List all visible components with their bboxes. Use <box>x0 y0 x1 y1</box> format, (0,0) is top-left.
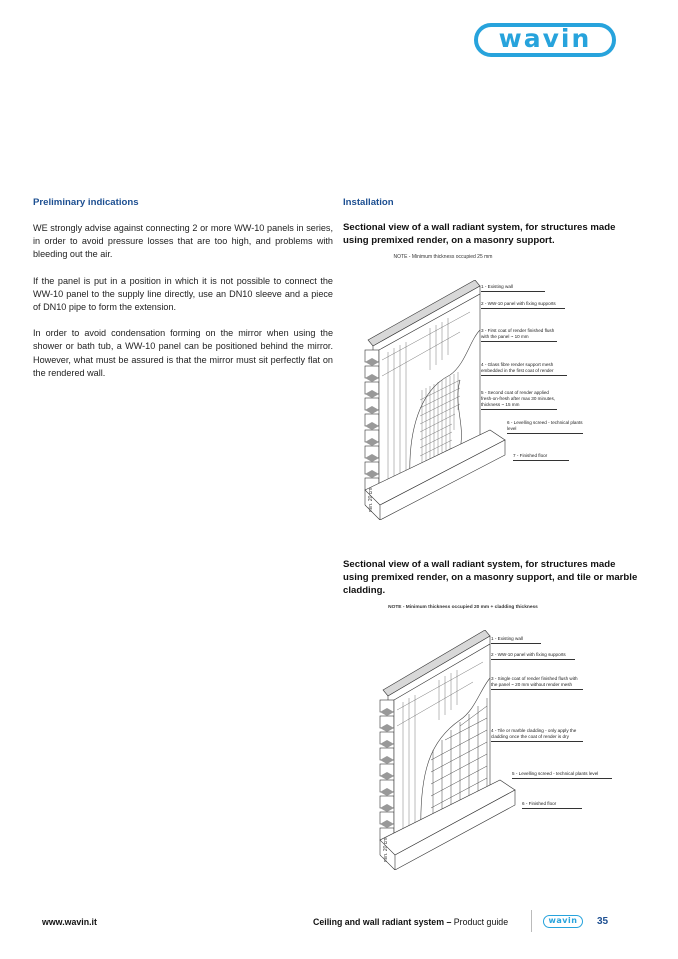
figure1-callout-4: 4 - Glass fibre render support mesh embedded in the first coat of render <box>481 362 567 376</box>
figure2-title: Sectional view of a wall radiant system, for structures made using premixed render, on a masonry support, and tile or marble cladding. <box>343 559 638 597</box>
figure1-callout-7: 7 - Finished floor <box>513 453 569 461</box>
page-number: 35 <box>597 916 609 927</box>
figure1-callout-3: 3 - First coat of render finished flush with the panel ~ 10 mm <box>481 328 557 342</box>
figure2-header <box>343 558 643 610</box>
right-column <box>343 197 643 260</box>
logo-text: wavin <box>498 24 592 53</box>
figure1-title: Sectional view of a wall radiant system, for structures made using premixed render, on a masonry support. <box>343 222 616 247</box>
figure2-callout-5: 5 - Levelling screed - technical plants level <box>512 771 612 779</box>
footer-logo-text: wavin <box>548 916 578 925</box>
figure2-callout-3: 3 - Single coat of render finished flush with the panel ~ 20 mm without render mesh <box>491 676 583 690</box>
figure1-note: NOTE - Minimum thickness occupied 25 mm <box>393 254 493 261</box>
footer-divider <box>531 910 532 932</box>
wavin-logo <box>474 23 616 57</box>
footer-guide-regular: Product guide <box>453 917 509 927</box>
footer-guide-dash: – <box>444 917 454 927</box>
figure2-callout-1: 1 - Existing wall <box>491 636 541 644</box>
figure1-callout-1: 1 - Existing wall <box>481 284 545 292</box>
footer-guide-title <box>313 917 508 927</box>
figure2-dimension-label: min. 20 cm <box>383 837 389 862</box>
figure1-dimension-label: min. 20 cm <box>368 487 374 512</box>
figure1-callout-5: 5 - Second coat of render applied fresh-on-fresh after max 30 minutes, thickness ~ 15 mm <box>481 390 557 410</box>
footer-wavin-logo <box>543 915 583 928</box>
figure2-callout-2: 2 - WW-10 panel with fixing supports <box>491 652 575 660</box>
paragraph: WE strongly advise against connecting 2 or more WW-10 panels in series, in order to avoid pressure losses that are too high, and problems with bleeding out the air. <box>33 223 333 260</box>
figure2-callout-4: 4 - Tile or marble cladding - only apply the cladding once the coat of render is dry <box>491 728 583 742</box>
paragraph: If the panel is put in a position in which it is not possible to connect the WW-10 panel to the supply line directly, use an DN10 sleeve and a piece of DN10 pipe to form the extension. <box>33 275 333 313</box>
figure2-note: NOTE - Minimum thickness occupied 20 mm + cladding thickness <box>388 604 538 610</box>
figure1-callout-6: 6 - Levelling screed - technical plants level <box>507 420 583 434</box>
section-heading-installation: Installation <box>343 197 394 208</box>
left-column <box>33 197 333 393</box>
figure1-callout-2: 2 - WW-10 panel with fixing supports <box>481 301 565 309</box>
figure2-wall-diagram <box>375 630 525 870</box>
figure2-callout-6: 6 - Finished floor <box>522 801 582 809</box>
paragraph: In order to avoid condensation forming on the mirror when using the shower or bath tub, a WW-10 panel can be positioned behind the mirror. However, what must be assured is that the mirror must sit perfectly flat on the rendered wall. <box>33 328 333 378</box>
footer-website-link[interactable]: www.wavin.it <box>42 917 97 927</box>
section-heading-preliminary: Preliminary indications <box>33 197 139 208</box>
footer-guide-bold: Ceiling and wall radiant system <box>313 917 445 927</box>
